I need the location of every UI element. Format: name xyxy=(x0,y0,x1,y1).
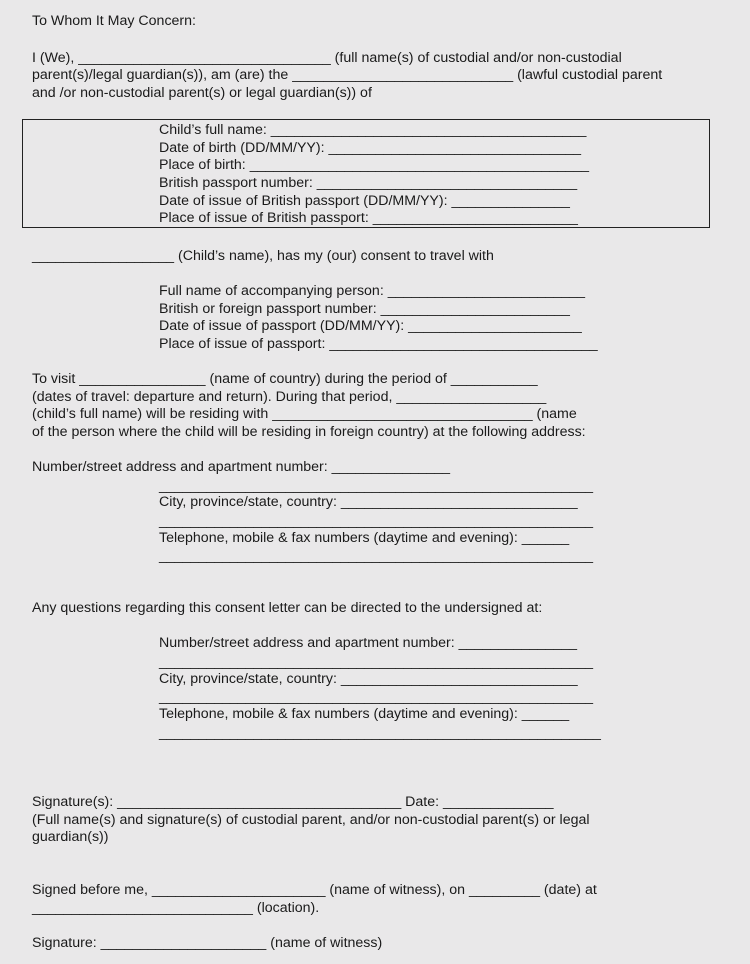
signature-line: Signature(s): ____________________________________ Date: ______________ xyxy=(32,794,554,810)
accompanying-passport-place-field: Place of issue of passport: __________________________________ xyxy=(159,336,598,352)
questions-line: Any questions regarding this consent letter can be directed to the undersigned at: xyxy=(32,600,543,616)
consent-line: __________________ (Child’s name), has my (our) consent to travel with xyxy=(32,248,494,264)
signature-caption-2: guardian(s)) xyxy=(32,829,109,845)
undersigned-blank-line: _______________________________________________________ xyxy=(159,689,593,705)
residence-city-field: City, province/state, country: ______________________________ xyxy=(159,494,578,510)
accompanying-passport-number-field: British or foreign passport number: ________________________ xyxy=(159,301,570,317)
witness-line-2: ____________________________ (location). xyxy=(32,900,320,916)
witness-line-1: Signed before me, ______________________ (name of witness), on _________ (date) at xyxy=(32,882,597,898)
intro-line-3: and /or non-custodial parent(s) or legal guardian(s)) of xyxy=(32,85,372,101)
witness-signature-line: Signature: _____________________ (name of witness) xyxy=(32,935,383,951)
visit-line-1: To visit ________________ (name of country) during the period of ___________ xyxy=(32,371,538,387)
residence-phone-field: Telephone, mobile & fax numbers (daytime and evening): ______ xyxy=(159,530,570,546)
undersigned-phone-field: Telephone, mobile & fax numbers (daytime and evening): ______ xyxy=(159,706,570,722)
undersigned-street-field: Number/street address and apartment number: _______________ xyxy=(159,635,578,651)
visit-line-3: (child’s full name) will be residing with _________________________________ (name xyxy=(32,406,577,422)
child-passport-date-field: Date of issue of British passport (DD/MM/YY): _______________ xyxy=(159,193,570,209)
residence-blank-line: _______________________________________________________ xyxy=(159,548,593,564)
intro-line-1: I (We), ________________________________ (full name(s) of custodial and/or non-custodial xyxy=(32,50,622,66)
undersigned-blank-line: _______________________________________________________ xyxy=(159,654,593,670)
undersigned-blank-line: ________________________________________________________ xyxy=(159,725,601,741)
accompanying-name-field: Full name of accompanying person: _________________________ xyxy=(159,283,585,299)
child-passport-place-field: Place of issue of British passport: __________________________ xyxy=(159,210,578,226)
residence-street-field: Number/street address and apartment number: _______________ xyxy=(32,459,451,475)
signature-caption-1: (Full name(s) and signature(s) of custodial parent, and/or non-custodial parent(s) or legal xyxy=(32,812,590,828)
greeting: To Whom It May Concern: xyxy=(32,13,196,29)
visit-line-2: (dates of travel: departure and return). During that period, ___________________ xyxy=(32,389,547,405)
undersigned-city-field: City, province/state, country: ______________________________ xyxy=(159,671,578,687)
residence-blank-line: _______________________________________________________ xyxy=(159,478,593,494)
child-dob-field: Date of birth (DD/MM/YY): ________________________________ xyxy=(159,140,581,156)
accompanying-passport-date-field: Date of issue of passport (DD/MM/YY): ______________________ xyxy=(159,318,582,334)
visit-line-4: of the person where the child will be residing in foreign country) at the following address: xyxy=(32,424,586,440)
residence-blank-line: _______________________________________________________ xyxy=(159,513,593,529)
child-full-name-field: Child’s full name: ________________________________________ xyxy=(159,122,587,138)
child-pob-field: Place of birth: ___________________________________________ xyxy=(159,157,589,173)
child-passport-number-field: British passport number: _________________________________ xyxy=(159,175,578,191)
intro-line-2: parent(s)/legal guardian(s)), am (are) the ____________________________ (lawful custodial parent xyxy=(32,67,663,83)
